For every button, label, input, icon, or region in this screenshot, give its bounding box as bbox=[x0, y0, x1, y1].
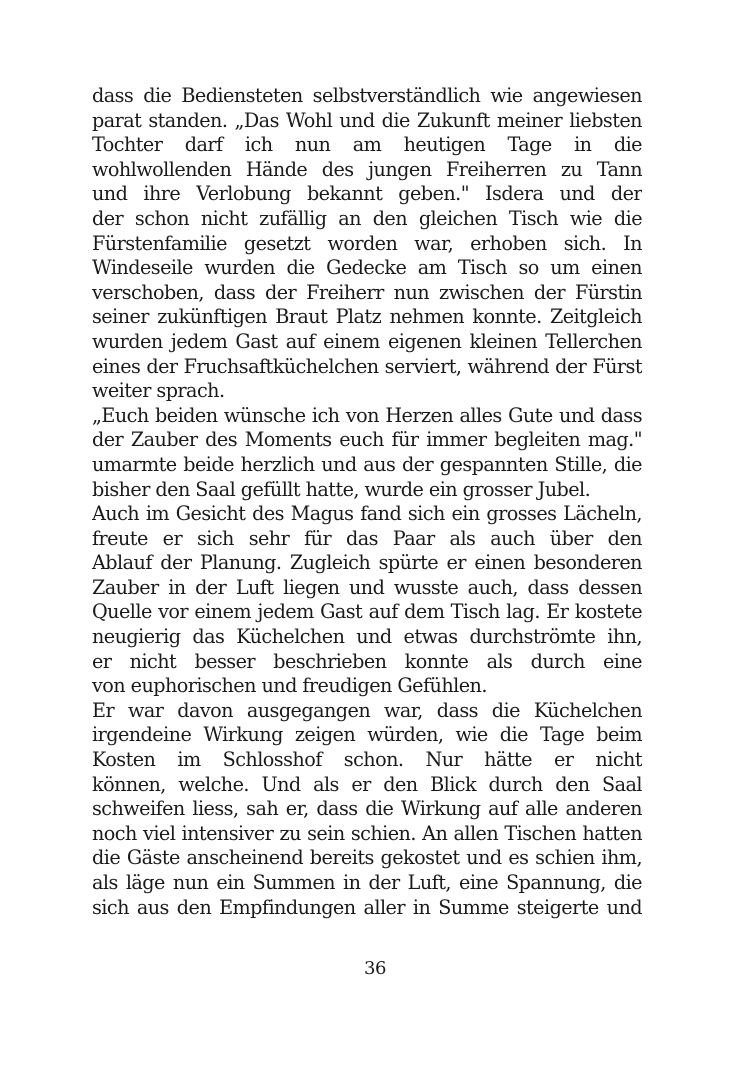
text-line: der Zauber des Moments euch für immer begleiten mag." bbox=[92, 428, 642, 452]
text-line: Ablauf der Planung. Zugleich spürte er einen besonderen bbox=[92, 551, 642, 575]
text-line: neugierig das Küchelchen und etwas durchströmte ihn, bbox=[92, 625, 642, 649]
text-line: Zauber in der Luft liegen und wusste auch, dass dessen bbox=[92, 575, 642, 599]
text-line: die Gäste anscheinend bereits gekostet und es schien ihm, bbox=[92, 846, 642, 870]
text-line: Windeseile wurden die Gedecke am Tisch so um einen bbox=[92, 256, 642, 280]
text-line: Tochter darf ich nun am heutigen Tage in die bbox=[92, 133, 642, 157]
text-line: schweifen liess, sah er, dass die Wirkung auf alle anderen bbox=[92, 797, 642, 821]
text-line: der schon nicht zufällig an den gleichen Tisch wie die bbox=[92, 206, 642, 230]
paragraph bbox=[92, 502, 642, 699]
text-line: wurden jedem Gast auf einem eigenen kleinen Tellerchen bbox=[92, 329, 642, 353]
paragraph bbox=[92, 404, 642, 502]
text-line: er nicht besser beschrieben konnte als durch eine bbox=[92, 649, 642, 673]
text-line: als läge nun ein Summen in der Luft, eine Spannung, die bbox=[92, 871, 642, 894]
body-text bbox=[92, 84, 642, 920]
text-line: freute er sich sehr für das Paar als auch über den bbox=[92, 526, 642, 550]
text-line: von euphorischen und freudigen Gefühlen. bbox=[92, 674, 487, 698]
text-line: irgendeine Wirkung zeigen würden, wie die Tage beim bbox=[92, 723, 642, 747]
text-line: eines der Fruchsaftküchelchen serviert, während der Fürst bbox=[92, 354, 642, 378]
text-line: Auch im Gesicht des Magus fand sich ein grosses Lächeln, bbox=[92, 502, 642, 526]
text-line: können, welche. Und als er den Blick durch den Saal bbox=[92, 772, 642, 796]
text-line: bisher den Saal gefüllt hatte, wurde ein grosser Jubel. bbox=[92, 477, 591, 501]
text-line: weiter sprach. bbox=[92, 379, 225, 403]
text-line: umarmte beide herzlich und aus der gespannten Stille, die bbox=[92, 452, 642, 476]
text-line: noch viel intensiver zu sein schien. An allen Tischen hatten bbox=[92, 821, 642, 845]
text-line: und ihre Verlobung bekannt geben." Isdera und der bbox=[92, 182, 642, 206]
text-line: dass die Bediensteten selbstverständlich wie angewiesen bbox=[92, 84, 642, 107]
text-line: verschoben, dass der Freiherr nun zwischen der Fürstin bbox=[92, 280, 642, 304]
text-line: Quelle vor einem jedem Gast auf dem Tisch lag. Er kostete bbox=[92, 600, 642, 624]
text-line: Er war davon ausgegangen war, dass die Küchelchen bbox=[92, 698, 642, 722]
text-line: wohlwollenden Hände des jungen Freiherren zu Tann bbox=[92, 157, 642, 181]
text-line: Kosten im Schlosshof schon. Nur hätte er nicht bbox=[92, 748, 642, 772]
text-line: seiner zukünftigen Braut Platz nehmen konnte. Zeitgleich bbox=[92, 305, 642, 329]
paragraph bbox=[92, 84, 642, 404]
text-line: sich aus den Empfindungen aller in Summe steigerte und bbox=[92, 895, 642, 919]
page-number: 36 bbox=[364, 958, 386, 979]
text-line: parat standen. „Das Wohl und die Zukunft meiner liebsten bbox=[92, 108, 642, 132]
paragraph bbox=[92, 699, 642, 920]
text-line: „Euch beiden wünsche ich von Herzen alles Gute und dass bbox=[92, 403, 642, 427]
text-line: Fürstenfamilie gesetzt worden war, erhoben sich. In bbox=[92, 231, 642, 255]
